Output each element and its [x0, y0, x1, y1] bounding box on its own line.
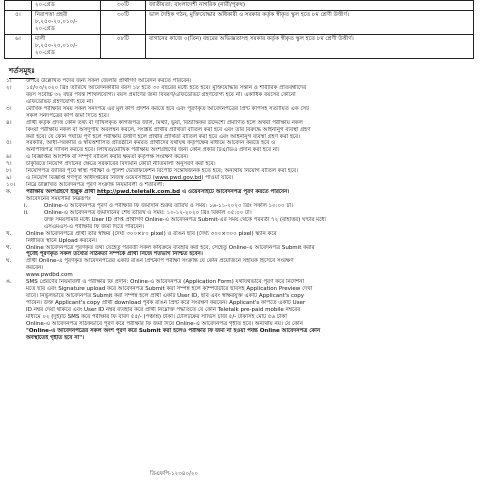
table-row [5, 1, 474, 11]
term-text: উক্ত সময়সীমার মধ্যে User ID প্রাপ্ত প্রার্থীগণ Online-এ আবেদনপত্র Submit-এর সময় থেকে পরবর্তী ৭২ (বাহাত্তর) ঘন্টার মধ্যে [44, 216, 327, 223]
term-line [4, 127, 474, 134]
term-line [4, 272, 474, 279]
term-text: মাধ্যমে ০২ (দুই)টি SMS করে পরীক্ষার ফি বাবদ ৫৫/- (পঞ্চান্ন) টাকা। টেলিটকের সার্ভিস চার্জ ৫/- টাকাসহ মোট ৫৬ টাকা [26, 313, 287, 320]
term-text: সরকারি, আধা-সরকারি ও স্বায়ত্তশাসিত প্রতিষ্ঠানে কর্মরত প্রার্থীদের যথাযথ কর্তৃপক্ষের মাধ্যমে আবেদন করতে হবে ও [26, 140, 276, 147]
term-text: এ বিজ্ঞপ্তির আংশিক বা সম্পূর্ণ বাতিল করার ক্ষমতা কর্তৃপক্ষ সংরক্ষণ করেন। [26, 154, 189, 161]
term-line [4, 279, 474, 286]
term-number: ৩। [6, 105, 12, 112]
posts-table [4, 0, 474, 59]
term-text: Online-এ আবেদনপত্র জমাদানের শেষ তারিখ ও সময়: ১০-১২-২০২০ খ্রিঃ বিকাল ০৫:০০ টা। [44, 209, 252, 216]
term-line [4, 85, 474, 92]
term-text: অবস্থাতেই গৃহীত হবে না"। [26, 334, 85, 341]
term-line [4, 106, 474, 113]
term-line [4, 258, 474, 265]
footer-stamp: ডিএফপি-১২৩৪০/২০ [150, 471, 198, 477]
salary-grade: ২০-গ্রেড [35, 2, 55, 8]
table-cell-salary [32, 1, 101, 11]
term-text: Online আবেদনপত্রে প্রার্থী তার স্বাক্ষর (দৈর্ঘ্য ৩০০×৮০ pixel) ও রঙিন ছবি (দৈর্ঘ্য ৩০০×৩০০ pixel) স্ক্যান করে [26, 230, 277, 237]
term-text: Online-এ আবেদনপত্র পূরণ ও পরীক্ষার ফি জমাদান শুরুর তারিখ ও সময়: ১৬-১১-২০২০ খ্রিঃ সকাল ১০:০০ টা। [44, 202, 294, 209]
term-line [4, 293, 474, 300]
term-line [4, 134, 474, 141]
term-text: প্রার্থী Online-এ পূরণকৃত আবেদনপত্রের একটি রঙিন প্রিন্টকপি পরীক্ষা সংক্রান্ত যে কোন প্রয়োজনে সহায়ক হিসেবে সংরক্ষণ [26, 258, 294, 265]
term-line [4, 314, 474, 321]
term-text: অনাপত্তিপত্র দাখিল করতে হবে। লিখিত/মৌখিক পরীক্ষায় অংশগ্রহণের জন্য কোন প্রকার টিএ/ডিএ প্রদান করা হবে না। [26, 147, 280, 154]
term-line [4, 238, 474, 245]
term-line [4, 92, 474, 99]
table-row [5, 11, 474, 35]
term-line [4, 99, 474, 106]
term-line [4, 300, 474, 307]
term-number: ৫। [6, 140, 12, 147]
term-line [4, 307, 474, 314]
term-line [4, 251, 474, 258]
term-number: ৬। [6, 154, 12, 161]
table-cell-post [32, 11, 101, 35]
term-line [4, 189, 474, 196]
term-text: www.pwdbd.com [26, 272, 73, 279]
term-number: খ. [6, 230, 12, 237]
term-text: প্রার্থী কর্তৃক প্রদত্ত কোন তথ্য বা দাখিলকৃত কাগজপত্র জাল, মিথ্যা, ভুয়া, বিভ্রান্তিকর উদ্দেশ্যে প্রমাণিত হলে অথবা পরীক্ষায় নকল [26, 119, 303, 126]
term-text: এফিডেভিট গ্রহণযোগ্য হবে না। [26, 98, 94, 105]
terms-heading: শর্তসমূহঃ [9, 66, 35, 78]
table-row [5, 35, 474, 59]
term-text: "Online-এ আবেদনপত্রের সকল অংশ পূরণ করে Submit করা হলেও পরীক্ষার ফি জমা না হওয়া পর্যন্ত Online আবেদনপত্র কোন [26, 327, 321, 334]
table-cell-count: ৩০টি [101, 11, 146, 35]
term-text: নিয়োগপত্র জারির পূর্বে স্বাস্থ্য পরীক্ষা ও পুলিশ ভেরিফিকেশন রিপোর্ট সন্তোষজনক হতে হবে; অন্যথায় নিয়োগ বাতিল করা হবে। [26, 168, 299, 175]
term-number: ৮। [6, 168, 12, 175]
term-text: এসএমএস-এ পরীক্ষার ফি জমা দিতে পারবেন। [44, 223, 145, 230]
term-line [4, 217, 474, 224]
term-line [4, 161, 474, 168]
table-cell-serial [5, 1, 32, 11]
term-text: ১৫/০৩/২০২০ খ্রিঃ তারিখে আবেদনকারীর বয়স ১৮ হতে ৩০ বছরের মধ্যে হতে হবে। মুক্তিযোদ্ধার সন্তান ও শারীরিক প্রতিবন্ধীদের [26, 84, 307, 91]
term-number: ৯। [6, 175, 12, 182]
term-text: পাবেন। উক্ত Applicant's copy প্রার্থী download পূর্বক রঙিন প্রিন্ট করে সংরক্ষণ করবেন। Applicant's কপিতে একটি User [26, 300, 306, 306]
term-number: ঘ. [6, 258, 12, 265]
term-line [4, 210, 474, 217]
table-cell-count: ৩০টি [101, 1, 146, 11]
term-line [4, 265, 474, 272]
pwd-website-link[interactable]: www.pwd.gov.bd [154, 175, 202, 182]
table-cell-serial: ৫। [5, 11, 32, 35]
table-cell-count: ০৮টি [101, 35, 146, 59]
table-cell-qualification: জাতীয়তা: বাংলাদেশী নাগরিক (নারী/পুরুষ) [146, 1, 474, 11]
salary-scale: ৮,২৫০-২০,০১০/- [35, 19, 78, 25]
term-text: আবেদনের সময়সীমা নিম্নরূপঃ [26, 195, 91, 202]
term-line [4, 175, 474, 182]
salary-grade: ২০-গ্রেড [35, 26, 55, 32]
term-line [4, 168, 474, 175]
term-text: পরীক্ষায় অংশগ্রহণে ইচ্ছুক প্রার্থী http://pwd.teletalk.com.bd এ ওয়েবসাইটে আবেদনপত্র পূরণ করতে পারবেন। [26, 189, 290, 195]
term-text: কিংবা পরীক্ষায় নকল বা অসদুপায় অবলম্বন করলে, সংশ্লিষ্ট প্রার্থীর প্রার্থিতা বাতিল করা হবে এবং তার বিরুদ্ধে আইনানুগ ব্যবস্থা গ্রহণ [26, 126, 311, 133]
salary-grade: ২০-গ্রেড [35, 50, 55, 56]
term-text: করবেন। [26, 265, 44, 272]
table-cell-post [32, 35, 101, 59]
term-line [4, 321, 474, 328]
term-text: মতে ছবি এবং Signature upload করে আবেদনপত্র Submit করা সম্পন্ন হলে কম্পিউটারে ছবিসহ Application Preview দেখা [26, 286, 313, 293]
table-cell-qualification: ভাল দৈহিক গঠন, মুক্তিযোদ্ধার অধিকারী ও সরকার কর্তৃক স্বীকৃত স্কুল হতে ৮ম শ্রেণী উত্তীর্ণ। [146, 11, 474, 35]
teletalk-link[interactable]: http://pwd.teletalk.com.bd [96, 189, 181, 195]
term-number: ৭। [6, 161, 12, 168]
term-text: Online আবেদনপত্রে পূরণকৃত তথ্য যেহেতু পরবর্তী সকল কার্যক্রমে ব্যবহার করা হবে, সেহেতু Online-এ আবেদনপত্র Submit করার [26, 244, 315, 251]
term-text: চাকুরিতে নিয়োগ প্রদানের ক্ষেত্রে সরকারের বিদ্যমান কোটা নীতিমালা অনুসরণ করা হবে। [26, 161, 216, 168]
term-text: নির্ধারিত স্থানে Upload করবেন। [26, 237, 97, 244]
term-text: মৌখিক পরীক্ষার সময় সকল সনদপত্র এর মূল কপি প্রদর্শন করতে হবে এবং পূরণকৃত আবেদনপত্রের প্রিন্ট কপিসহ সত্যায়িত এক সেট [26, 105, 310, 112]
term-number: ১০। [6, 182, 16, 189]
term-line [4, 328, 474, 335]
term-line [4, 147, 474, 154]
term-line [4, 231, 474, 238]
term-text: এ নিয়োগ বিজ্ঞপ্তি গণপূর্ত অধিদপ্তরের নিজস্ব ওয়েবসাইটে (www.pwd.gov.bd) পাওয়া যাবে। [26, 175, 234, 182]
term-text: যাবে। নির্ভুলভাবে আবেদনপত্র Submit করা সম্পন্ন হলে প্রার্থী একটি User ID, ছবি এবং স্বাক্ষরযুক্ত একটি Applicant's copy [26, 293, 304, 300]
term-line [4, 245, 474, 252]
terms-list [4, 78, 474, 342]
term-number: ঙ. [6, 279, 12, 286]
table-cell-qualification: বাগানের কাজে ০(তিন) বছরের অভিজ্ঞতাসহ সরকার কর্তৃক স্বীকৃত স্কুল হতে ৮ম শ্রেণী উত্তীর্ণ। [146, 35, 474, 59]
term-line [4, 154, 474, 161]
post-name: নিরাপত্তা প্রহরী [35, 12, 68, 18]
term-text: নিম্নে উল্লিখিত আবেদনপত্র পূরণ সংক্রান্ত নিয়মাবলী ও শর্তাবলী: [26, 182, 165, 189]
term-text: বয়স সর্বোচ্চ ৩২ বছর পর্যন্ত শিথিলযোগ্য। বয়স প্রমাণের জন্য বিবরণ/এফিডেভিট গ্রহণযোগ্য হবে না। একাধিক বয়সের কোনো [26, 91, 296, 98]
term-text: সকল সনদপত্রের কপি জমা দিতে হবে। [26, 112, 109, 119]
term-number: ক. [6, 189, 12, 195]
term-text: ID নম্বর দেয়া থাকবে এবং User ID নম্বর ব্যবহার করে প্রার্থী নিম্নোক্ত পদ্ধতিতে যে কোন Teletalk pre-paid mobile নম্বরের [26, 306, 301, 313]
table-cell-serial: ৬। [5, 35, 32, 59]
term-text: পূর্বেই পূরণকৃত সকল তথ্যের সঠিকতা সম্পর্কে প্রার্থী নিজে শতভাগ নিশ্চিত হবেন। [26, 251, 203, 258]
term-number: গ. [6, 244, 12, 251]
term-number: ৪। [6, 119, 12, 126]
term-line [4, 140, 474, 147]
term-text: Online-এ আবেদনপত্র সঠিকভাবে পূরণ করে পরীক্ষার ফি জমা দিয়ে Online-এ আবেদনপত্র গৃহীত হবে। অন্যথায় নয়। যে কোন [26, 320, 303, 327]
term-text: SMS প্রেরণের নিয়মাবলী ও পরীক্ষার ফি প্রদান: Online-এ আবেদনপত্র (Application Form) যথাযথভাবে পূরণ করে নির্দেশনা [26, 279, 305, 286]
term-text: উপরে উল্লেখিত পদের জন্য সকল জেলার প্রার্থীগণ আবেদন করতে পারবেন। [26, 78, 192, 84]
term-text: করা হবে। যে কোন পর্যায়ে পূর্ণ হলে পরীক্ষায় উত্তীর্ণ হলে প্রার্থীর প্রার্থিতা বাতিল করা হবে এবং আইনানুগ ব্যবস্থা গ্রহণ করা হবে। [26, 133, 301, 140]
term-line [4, 113, 474, 120]
term-line [4, 182, 474, 189]
term-line [4, 78, 474, 85]
term-line [4, 224, 474, 231]
term-line [4, 203, 474, 210]
term-number: ১। [6, 78, 12, 84]
term-number: ii. [24, 209, 29, 216]
term-line [4, 196, 474, 203]
term-line [4, 286, 474, 293]
term-line [4, 120, 474, 127]
post-name: মালী [35, 36, 46, 42]
term-number: ২। [6, 84, 12, 91]
salary-scale: ৮,২৫০-২০,০১০/- [35, 43, 78, 49]
term-line [4, 335, 474, 342]
term-number: i. [24, 202, 28, 209]
